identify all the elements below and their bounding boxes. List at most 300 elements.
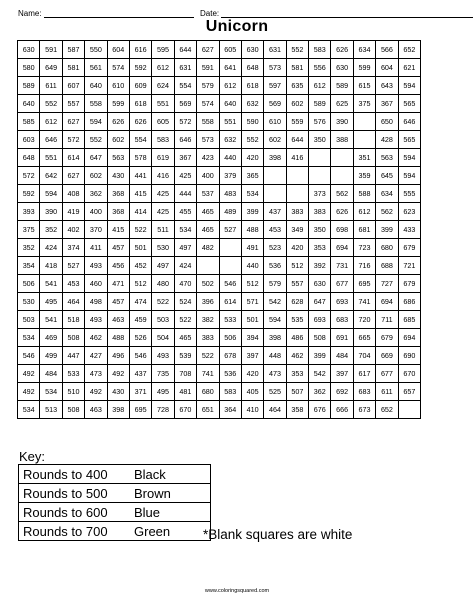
grid-cell[interactable]: 462	[85, 329, 107, 347]
grid-cell[interactable]: 694	[398, 329, 420, 347]
grid-cell[interactable]: 604	[376, 59, 398, 77]
grid-cell[interactable]: 590	[241, 113, 263, 131]
grid-cell[interactable]: 561	[85, 59, 107, 77]
grid-cell[interactable]: 690	[398, 347, 420, 365]
grid-cell[interactable]: 634	[376, 185, 398, 203]
grid-cell[interactable]: 534	[18, 401, 40, 419]
grid-cell[interactable]: 352	[40, 221, 62, 239]
grid-cell[interactable]: 397	[331, 365, 353, 383]
grid-cell[interactable]: 365	[241, 167, 263, 185]
grid-cell[interactable]: 626	[331, 41, 353, 59]
grid-cell[interactable]: 572	[62, 131, 84, 149]
grid-cell[interactable]	[309, 149, 331, 167]
grid-cell[interactable]: 670	[398, 365, 420, 383]
grid-cell[interactable]: 573	[264, 59, 286, 77]
grid-cell[interactable]: 534	[241, 185, 263, 203]
grid-cell[interactable]: 497	[174, 239, 196, 257]
grid-cell[interactable]: 626	[107, 113, 129, 131]
grid-cell[interactable]: 470	[174, 275, 196, 293]
grid-cell[interactable]: 624	[152, 77, 174, 95]
grid-cell[interactable]: 522	[129, 221, 151, 239]
grid-cell[interactable]: 362	[85, 185, 107, 203]
grid-cell[interactable]: 484	[40, 365, 62, 383]
grid-cell[interactable]: 527	[219, 221, 241, 239]
grid-cell[interactable]: 693	[309, 311, 331, 329]
grid-cell[interactable]: 695	[353, 275, 375, 293]
grid-cell[interactable]: 626	[331, 203, 353, 221]
grid-cell[interactable]: 522	[152, 293, 174, 311]
grid-cell[interactable]: 571	[241, 293, 263, 311]
grid-cell[interactable]: 399	[376, 221, 398, 239]
grid-cell[interactable]: 691	[331, 329, 353, 347]
grid-cell[interactable]: 349	[286, 221, 308, 239]
grid-cell[interactable]: 666	[331, 401, 353, 419]
grid-cell[interactable]: 418	[40, 257, 62, 275]
grid-cell[interactable]: 617	[353, 365, 375, 383]
grid-cell[interactable]: 453	[62, 275, 84, 293]
grid-cell[interactable]: 402	[62, 221, 84, 239]
grid-cell[interactable]: 359	[353, 167, 375, 185]
grid-cell[interactable]: 539	[174, 347, 196, 365]
grid-cell[interactable]: 398	[264, 149, 286, 167]
grid-cell[interactable]: 647	[309, 293, 331, 311]
grid-cell[interactable]: 433	[398, 221, 420, 239]
grid-cell[interactable]: 397	[241, 347, 263, 365]
grid-cell[interactable]: 573	[197, 131, 219, 149]
grid-cell[interactable]: 569	[264, 95, 286, 113]
grid-cell[interactable]: 374	[62, 239, 84, 257]
grid-cell[interactable]: 731	[331, 257, 353, 275]
grid-cell[interactable]: 615	[353, 77, 375, 95]
grid-cell[interactable]: 530	[18, 293, 40, 311]
grid-cell[interactable]: 591	[40, 41, 62, 59]
grid-cell[interactable]: 464	[264, 401, 286, 419]
grid-cell[interactable]: 721	[398, 257, 420, 275]
date-line[interactable]	[221, 9, 473, 18]
grid-cell[interactable]: 353	[309, 239, 331, 257]
grid-cell[interactable]: 677	[331, 275, 353, 293]
grid-cell[interactable]: 506	[18, 275, 40, 293]
grid-cell[interactable]: 630	[18, 41, 40, 59]
grid-cell[interactable]: 416	[286, 149, 308, 167]
grid-cell[interactable]: 368	[107, 203, 129, 221]
grid-cell[interactable]: 526	[129, 329, 151, 347]
grid-cell[interactable]: 533	[62, 365, 84, 383]
grid-cell[interactable]: 562	[331, 185, 353, 203]
grid-cell[interactable]: 415	[107, 221, 129, 239]
grid-cell[interactable]: 489	[219, 203, 241, 221]
grid-cell[interactable]: 589	[331, 77, 353, 95]
grid-cell[interactable]: 552	[40, 95, 62, 113]
grid-cell[interactable]	[286, 167, 308, 185]
name-field[interactable]	[18, 9, 194, 18]
grid-cell[interactable]: 430	[107, 167, 129, 185]
grid-cell[interactable]: 383	[197, 329, 219, 347]
grid-cell[interactable]: 677	[376, 365, 398, 383]
grid-cell[interactable]: 678	[219, 347, 241, 365]
grid-cell[interactable]: 552	[241, 131, 263, 149]
grid-cell[interactable]: 612	[40, 113, 62, 131]
grid-cell[interactable]: 503	[152, 311, 174, 329]
grid-cell[interactable]: 456	[107, 257, 129, 275]
grid-cell[interactable]: 463	[107, 311, 129, 329]
grid-cell[interactable]: 583	[152, 131, 174, 149]
grid-cell[interactable]: 581	[286, 59, 308, 77]
grid-cell[interactable]: 504	[152, 329, 174, 347]
grid-cell[interactable]: 628	[286, 293, 308, 311]
grid-cell[interactable]: 578	[129, 149, 151, 167]
grid-cell[interactable]: 471	[107, 275, 129, 293]
grid-cell[interactable]: 592	[129, 59, 151, 77]
grid-cell[interactable]: 396	[197, 293, 219, 311]
grid-cell[interactable]: 631	[264, 41, 286, 59]
grid-cell[interactable]: 594	[264, 311, 286, 329]
grid-cell[interactable]: 523	[264, 239, 286, 257]
grid-cell[interactable]: 602	[107, 131, 129, 149]
grid-cell[interactable]: 484	[331, 347, 353, 365]
grid-cell[interactable]: 444	[174, 185, 196, 203]
grid-cell[interactable]: 512	[241, 275, 263, 293]
grid-cell[interactable]: 465	[197, 221, 219, 239]
grid-cell[interactable]: 512	[286, 257, 308, 275]
grid-cell[interactable]	[286, 185, 308, 203]
grid-cell[interactable]: 502	[197, 275, 219, 293]
grid-cell[interactable]: 646	[398, 113, 420, 131]
grid-cell[interactable]: 390	[331, 113, 353, 131]
grid-cell[interactable]: 648	[241, 59, 263, 77]
grid-cell[interactable]: 424	[174, 257, 196, 275]
grid-cell[interactable]: 680	[376, 239, 398, 257]
grid-cell[interactable]: 375	[18, 221, 40, 239]
grid-cell[interactable]: 569	[174, 95, 196, 113]
grid-cell[interactable]: 594	[40, 185, 62, 203]
grid-cell[interactable]: 447	[62, 347, 84, 365]
grid-cell[interactable]: 694	[376, 293, 398, 311]
grid-cell[interactable]: 605	[152, 113, 174, 131]
grid-cell[interactable]: 587	[62, 41, 84, 59]
grid-cell[interactable]: 720	[353, 311, 375, 329]
grid-cell[interactable]: 632	[241, 95, 263, 113]
grid-cell[interactable]: 680	[197, 383, 219, 401]
grid-cell[interactable]: 546	[129, 347, 151, 365]
grid-cell[interactable]: 368	[107, 185, 129, 203]
grid-cell[interactable]: 488	[241, 221, 263, 239]
grid-cell[interactable]: 572	[174, 113, 196, 131]
grid-cell[interactable]: 430	[107, 383, 129, 401]
grid-cell[interactable]: 518	[62, 311, 84, 329]
grid-cell[interactable]: 527	[62, 257, 84, 275]
grid-cell[interactable]: 602	[264, 131, 286, 149]
grid-cell[interactable]: 693	[331, 293, 353, 311]
grid-cell[interactable]: 612	[353, 203, 375, 221]
grid-cell[interactable]: 420	[241, 365, 263, 383]
grid-cell[interactable]: 383	[286, 203, 308, 221]
grid-cell[interactable]: 546	[219, 275, 241, 293]
grid-cell[interactable]: 562	[376, 203, 398, 221]
grid-cell[interactable]: 583	[309, 41, 331, 59]
grid-cell[interactable]: 552	[286, 41, 308, 59]
grid-cell[interactable]: 670	[174, 401, 196, 419]
grid-cell[interactable]: 448	[264, 347, 286, 365]
grid-cell[interactable]: 501	[129, 239, 151, 257]
grid-cell[interactable]: 681	[353, 221, 375, 239]
grid-cell[interactable]: 492	[18, 365, 40, 383]
grid-cell[interactable]: 522	[197, 347, 219, 365]
grid-cell[interactable]: 644	[286, 131, 308, 149]
grid-cell[interactable]: 371	[129, 383, 151, 401]
grid-cell[interactable]: 537	[197, 185, 219, 203]
grid-cell[interactable]: 542	[309, 365, 331, 383]
grid-cell[interactable]: 383	[309, 203, 331, 221]
grid-cell[interactable]: 572	[18, 167, 40, 185]
grid-cell[interactable]: 611	[376, 383, 398, 401]
grid-cell[interactable]: 634	[353, 41, 375, 59]
grid-cell[interactable]: 630	[309, 275, 331, 293]
grid-cell[interactable]: 580	[18, 59, 40, 77]
grid-cell[interactable]: 398	[107, 401, 129, 419]
grid-cell[interactable]: 473	[85, 365, 107, 383]
grid-cell[interactable]: 496	[107, 347, 129, 365]
grid-cell[interactable]: 522	[174, 311, 196, 329]
grid-cell[interactable]: 641	[219, 59, 241, 77]
grid-cell[interactable]: 557	[62, 95, 84, 113]
grid-cell[interactable]: 512	[129, 275, 151, 293]
grid-cell[interactable]: 652	[398, 41, 420, 59]
grid-cell[interactable]: 618	[241, 77, 263, 95]
grid-cell[interactable]: 416	[152, 167, 174, 185]
grid-cell[interactable]: 352	[18, 239, 40, 257]
grid-cell[interactable]: 480	[152, 275, 174, 293]
grid-cell[interactable]: 464	[62, 293, 84, 311]
grid-cell[interactable]: 379	[219, 167, 241, 185]
grid-cell[interactable]: 462	[286, 347, 308, 365]
grid-cell[interactable]: 460	[85, 275, 107, 293]
grid-cell[interactable]: 589	[18, 77, 40, 95]
grid-cell[interactable]: 367	[174, 149, 196, 167]
grid-cell[interactable]: 551	[40, 149, 62, 167]
grid-cell[interactable]: 614	[62, 149, 84, 167]
grid-cell[interactable]: 583	[219, 383, 241, 401]
grid-cell[interactable]: 595	[152, 41, 174, 59]
grid-cell[interactable]: 621	[398, 59, 420, 77]
grid-cell[interactable]: 457	[107, 293, 129, 311]
grid-cell[interactable]: 420	[241, 149, 263, 167]
grid-cell[interactable]: 563	[107, 149, 129, 167]
grid-cell[interactable]: 616	[129, 41, 151, 59]
grid-cell[interactable]: 695	[129, 401, 151, 419]
grid-cell[interactable]	[264, 167, 286, 185]
grid-cell[interactable]: 612	[309, 77, 331, 95]
grid-cell[interactable]: 704	[353, 347, 375, 365]
grid-cell[interactable]: 507	[286, 383, 308, 401]
grid-cell[interactable]: 609	[129, 77, 151, 95]
grid-cell[interactable]: 646	[40, 131, 62, 149]
grid-cell[interactable]: 457	[107, 239, 129, 257]
grid-cell[interactable]: 550	[85, 41, 107, 59]
grid-cell[interactable]: 597	[264, 77, 286, 95]
grid-cell[interactable]: 716	[353, 257, 375, 275]
grid-cell[interactable]: 415	[129, 185, 151, 203]
grid-cell[interactable]: 602	[286, 95, 308, 113]
grid-cell[interactable]: 453	[264, 221, 286, 239]
grid-cell[interactable]: 551	[219, 113, 241, 131]
grid-cell[interactable]: 492	[107, 365, 129, 383]
grid-cell[interactable]: 585	[18, 113, 40, 131]
grid-cell[interactable]: 604	[107, 41, 129, 59]
grid-cell[interactable]: 657	[398, 383, 420, 401]
grid-cell[interactable]: 557	[286, 275, 308, 293]
grid-cell[interactable]: 486	[286, 329, 308, 347]
grid-cell[interactable]: 679	[398, 275, 420, 293]
grid-cell[interactable]: 630	[241, 41, 263, 59]
grid-cell[interactable]: 414	[129, 203, 151, 221]
grid-cell[interactable]: 535	[286, 311, 308, 329]
grid-cell[interactable]: 649	[40, 59, 62, 77]
grid-cell[interactable]	[398, 401, 420, 419]
grid-cell[interactable]: 688	[376, 257, 398, 275]
grid-cell[interactable]: 533	[219, 311, 241, 329]
grid-cell[interactable]: 594	[398, 149, 420, 167]
grid-cell[interactable]: 354	[18, 257, 40, 275]
grid-cell[interactable]: 599	[353, 59, 375, 77]
grid-cell[interactable]: 499	[40, 347, 62, 365]
grid-cell[interactable]: 511	[152, 221, 174, 239]
grid-cell[interactable]: 513	[40, 401, 62, 419]
grid-cell[interactable]: 536	[264, 257, 286, 275]
grid-cell[interactable]: 626	[129, 113, 151, 131]
grid-cell[interactable]: 574	[107, 59, 129, 77]
grid-cell[interactable]: 642	[40, 167, 62, 185]
grid-cell[interactable]: 574	[197, 95, 219, 113]
grid-cell[interactable]: 469	[40, 329, 62, 347]
grid-cell[interactable]: 440	[241, 257, 263, 275]
grid-cell[interactable]: 594	[398, 167, 420, 185]
grid-cell[interactable]: 425	[174, 167, 196, 185]
grid-cell[interactable]: 536	[219, 365, 241, 383]
grid-cell[interactable]: 425	[152, 185, 174, 203]
grid-cell[interactable]: 627	[62, 167, 84, 185]
grid-cell[interactable]: 630	[331, 59, 353, 77]
grid-cell[interactable]: 558	[85, 95, 107, 113]
grid-cell[interactable]: 599	[107, 95, 129, 113]
grid-cell[interactable]: 552	[85, 131, 107, 149]
grid-cell[interactable]: 530	[152, 239, 174, 257]
grid-cell[interactable]: 551	[152, 95, 174, 113]
grid-cell[interactable]	[219, 257, 241, 275]
grid-cell[interactable]: 735	[152, 365, 174, 383]
grid-cell[interactable]: 640	[85, 77, 107, 95]
grid-cell[interactable]: 647	[85, 149, 107, 167]
grid-cell[interactable]: 618	[129, 95, 151, 113]
grid-cell[interactable]: 555	[398, 185, 420, 203]
grid-cell[interactable]: 614	[219, 293, 241, 311]
grid-cell[interactable]: 650	[376, 113, 398, 131]
grid-cell[interactable]: 576	[309, 113, 331, 131]
grid-cell[interactable]: 398	[264, 329, 286, 347]
grid-cell[interactable]: 474	[129, 293, 151, 311]
grid-cell[interactable]: 643	[376, 77, 398, 95]
grid-cell[interactable]: 400	[197, 167, 219, 185]
grid-cell[interactable]: 635	[286, 77, 308, 95]
grid-cell[interactable]: 362	[309, 383, 331, 401]
grid-cell[interactable]: 541	[40, 275, 62, 293]
grid-cell[interactable]: 676	[309, 401, 331, 419]
grid-cell[interactable]: 492	[85, 383, 107, 401]
grid-cell[interactable]: 493	[85, 257, 107, 275]
grid-cell[interactable]: 423	[197, 149, 219, 167]
grid-cell[interactable]	[353, 131, 375, 149]
grid-cell[interactable]: 508	[62, 401, 84, 419]
grid-cell[interactable]: 437	[129, 365, 151, 383]
grid-cell[interactable]: 741	[353, 293, 375, 311]
grid-cell[interactable]: 497	[152, 257, 174, 275]
grid-cell[interactable]: 375	[353, 95, 375, 113]
grid-cell[interactable]: 594	[85, 113, 107, 131]
grid-cell[interactable]: 392	[309, 257, 331, 275]
grid-cell[interactable]: 459	[129, 311, 151, 329]
grid-cell[interactable]: 679	[376, 329, 398, 347]
grid-cell[interactable]: 508	[309, 329, 331, 347]
grid-cell[interactable]: 373	[309, 185, 331, 203]
grid-cell[interactable]: 645	[376, 167, 398, 185]
grid-cell[interactable]	[264, 185, 286, 203]
grid-cell[interactable]: 506	[219, 329, 241, 347]
grid-cell[interactable]: 612	[219, 77, 241, 95]
grid-cell[interactable]: 440	[219, 149, 241, 167]
grid-cell[interactable]: 408	[62, 185, 84, 203]
grid-cell[interactable]	[353, 113, 375, 131]
grid-cell[interactable]: 495	[40, 293, 62, 311]
grid-cell[interactable]: 508	[62, 329, 84, 347]
grid-cell[interactable]: 651	[197, 401, 219, 419]
grid-cell[interactable]: 625	[331, 95, 353, 113]
grid-cell[interactable]: 692	[331, 383, 353, 401]
grid-cell[interactable]: 393	[18, 203, 40, 221]
grid-cell[interactable]: 579	[264, 275, 286, 293]
grid-cell[interactable]: 711	[376, 311, 398, 329]
grid-cell[interactable]: 427	[85, 347, 107, 365]
grid-cell[interactable]: 602	[85, 167, 107, 185]
grid-cell[interactable]: 610	[107, 77, 129, 95]
grid-cell[interactable]: 425	[152, 203, 174, 221]
grid-cell[interactable]: 483	[219, 185, 241, 203]
grid-cell[interactable]: 367	[376, 95, 398, 113]
grid-cell[interactable]: 542	[264, 293, 286, 311]
grid-cell[interactable]: 400	[85, 203, 107, 221]
grid-cell[interactable]: 501	[241, 311, 263, 329]
grid-cell[interactable]: 619	[152, 149, 174, 167]
grid-cell[interactable]: 358	[286, 401, 308, 419]
grid-cell[interactable]: 727	[376, 275, 398, 293]
grid-cell[interactable]: 473	[264, 365, 286, 383]
grid-cell[interactable]: 683	[331, 311, 353, 329]
grid-cell[interactable]: 631	[174, 59, 196, 77]
grid-cell[interactable]: 611	[40, 77, 62, 95]
grid-cell[interactable]: 382	[197, 311, 219, 329]
grid-cell[interactable]: 640	[18, 95, 40, 113]
grid-cell[interactable]: 350	[309, 221, 331, 239]
grid-cell[interactable]: 623	[398, 203, 420, 221]
grid-cell[interactable]: 579	[197, 77, 219, 95]
grid-cell[interactable]: 632	[219, 131, 241, 149]
grid-cell[interactable]: 350	[309, 131, 331, 149]
grid-cell[interactable]: 698	[331, 221, 353, 239]
grid-cell[interactable]: 588	[353, 185, 375, 203]
grid-cell[interactable]: 411	[85, 239, 107, 257]
grid-cell[interactable]: 534	[40, 383, 62, 401]
grid-cell[interactable]: 610	[264, 113, 286, 131]
grid-cell[interactable]: 644	[174, 41, 196, 59]
